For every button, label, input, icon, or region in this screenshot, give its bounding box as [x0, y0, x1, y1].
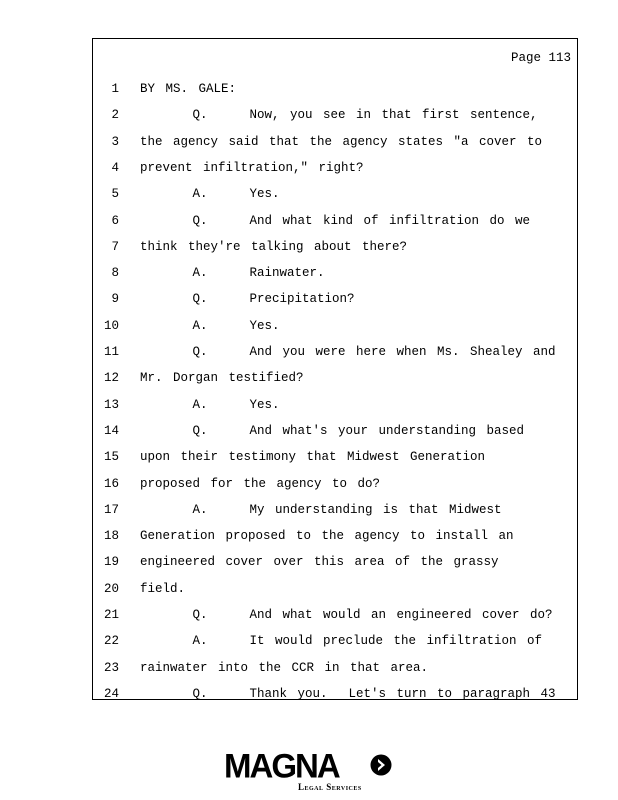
transcript-line: [93, 344, 577, 370]
line-number: 20: [103, 581, 119, 596]
line-number: 2: [111, 108, 119, 123]
line-number: 15: [103, 450, 119, 465]
line-text: engineered cover over this area of the grassy: [140, 555, 499, 570]
line-text: prevent infiltration," right?: [140, 160, 364, 175]
transcript-line: [93, 449, 577, 475]
line-number: 16: [103, 476, 119, 491]
line-text: Q. Now, you see in that first sentence,: [140, 108, 538, 123]
transcript-line: [93, 476, 577, 502]
line-text: Q. Precipitation?: [140, 292, 355, 307]
transcript-line: [93, 633, 577, 659]
line-number: 9: [111, 292, 119, 307]
line-text: Mr. Dorgan testified?: [140, 371, 304, 386]
logo-wordmark: MAGNA: [224, 745, 339, 785]
transcript-line: [93, 134, 577, 160]
line-text: rainwater into the CCR in that area.: [140, 660, 429, 675]
line-text: the agency said that the agency states "a cover to: [140, 134, 543, 149]
transcript-line: [93, 160, 577, 186]
transcript-line: [93, 370, 577, 396]
transcript-line: [93, 554, 577, 580]
logo-subtitle: Legal Services: [298, 782, 362, 792]
line-text: proposed for the agency to do?: [140, 476, 381, 491]
line-number: 19: [103, 555, 119, 570]
line-text: A. Yes.: [140, 187, 280, 202]
transcript-line: [93, 423, 577, 449]
line-text: A. Rainwater.: [140, 266, 325, 281]
transcript-line: [93, 239, 577, 265]
line-number: 13: [103, 397, 119, 412]
transcript-page: [92, 38, 578, 700]
transcript-line: [93, 107, 577, 133]
line-text: Generation proposed to the agency to install an: [140, 529, 514, 544]
line-number: 11: [103, 345, 119, 359]
line-text: Q. And what's your understanding based: [140, 423, 525, 438]
transcript-line: [93, 291, 577, 317]
transcript-line: [93, 265, 577, 291]
line-number: 14: [103, 423, 119, 438]
line-number: 8: [111, 266, 119, 281]
line-number: 17: [103, 502, 119, 517]
line-text: A. Yes.: [140, 397, 280, 412]
chevron-right-circle-icon: [370, 754, 392, 776]
line-number: 3: [111, 134, 119, 149]
line-text: A. It would preclude the infiltration of: [140, 634, 543, 649]
line-text: field.: [140, 581, 186, 596]
transcript-line: [93, 81, 577, 107]
line-text: A. My understanding is that Midwest: [140, 502, 502, 517]
line-text: Q. And you were here when Ms. Shealey and: [140, 345, 556, 359]
transcript-line: [93, 686, 577, 712]
transcript-line: [93, 213, 577, 239]
transcript-line: [93, 581, 577, 607]
transcript-line: [93, 502, 577, 528]
line-text: upon their testimony that Midwest Generation: [140, 450, 486, 465]
transcript-line: [93, 186, 577, 212]
line-text: Q. Thank you. Let's turn to paragraph 43: [140, 686, 556, 701]
line-text: Q. And what kind of infiltration do we: [140, 213, 531, 228]
line-number: 7: [111, 239, 119, 254]
line-number: 5: [111, 187, 119, 202]
transcript-line: [93, 397, 577, 423]
line-number: 21: [103, 608, 119, 622]
line-number: 10: [103, 318, 119, 333]
line-text: BY MS. GALE:: [140, 82, 237, 96]
line-number: 6: [111, 213, 119, 228]
transcript-line: [93, 528, 577, 554]
line-number: 24: [103, 686, 119, 701]
transcript-line: [93, 318, 577, 344]
line-number: 18: [103, 529, 119, 544]
transcript-line: [93, 660, 577, 686]
line-number: 22: [103, 634, 119, 649]
line-text: think they're talking about there?: [140, 239, 408, 254]
magna-logo: [224, 745, 396, 794]
line-number: 23: [103, 660, 119, 675]
line-number: 1: [111, 82, 119, 96]
page-number: Page 113: [510, 51, 571, 65]
line-text: A. Yes.: [140, 318, 280, 333]
line-number: 12: [103, 371, 119, 386]
line-number: 4: [111, 160, 119, 175]
line-text: Q. And what would an engineered cover do?: [140, 608, 553, 622]
transcript-line: [93, 607, 577, 633]
